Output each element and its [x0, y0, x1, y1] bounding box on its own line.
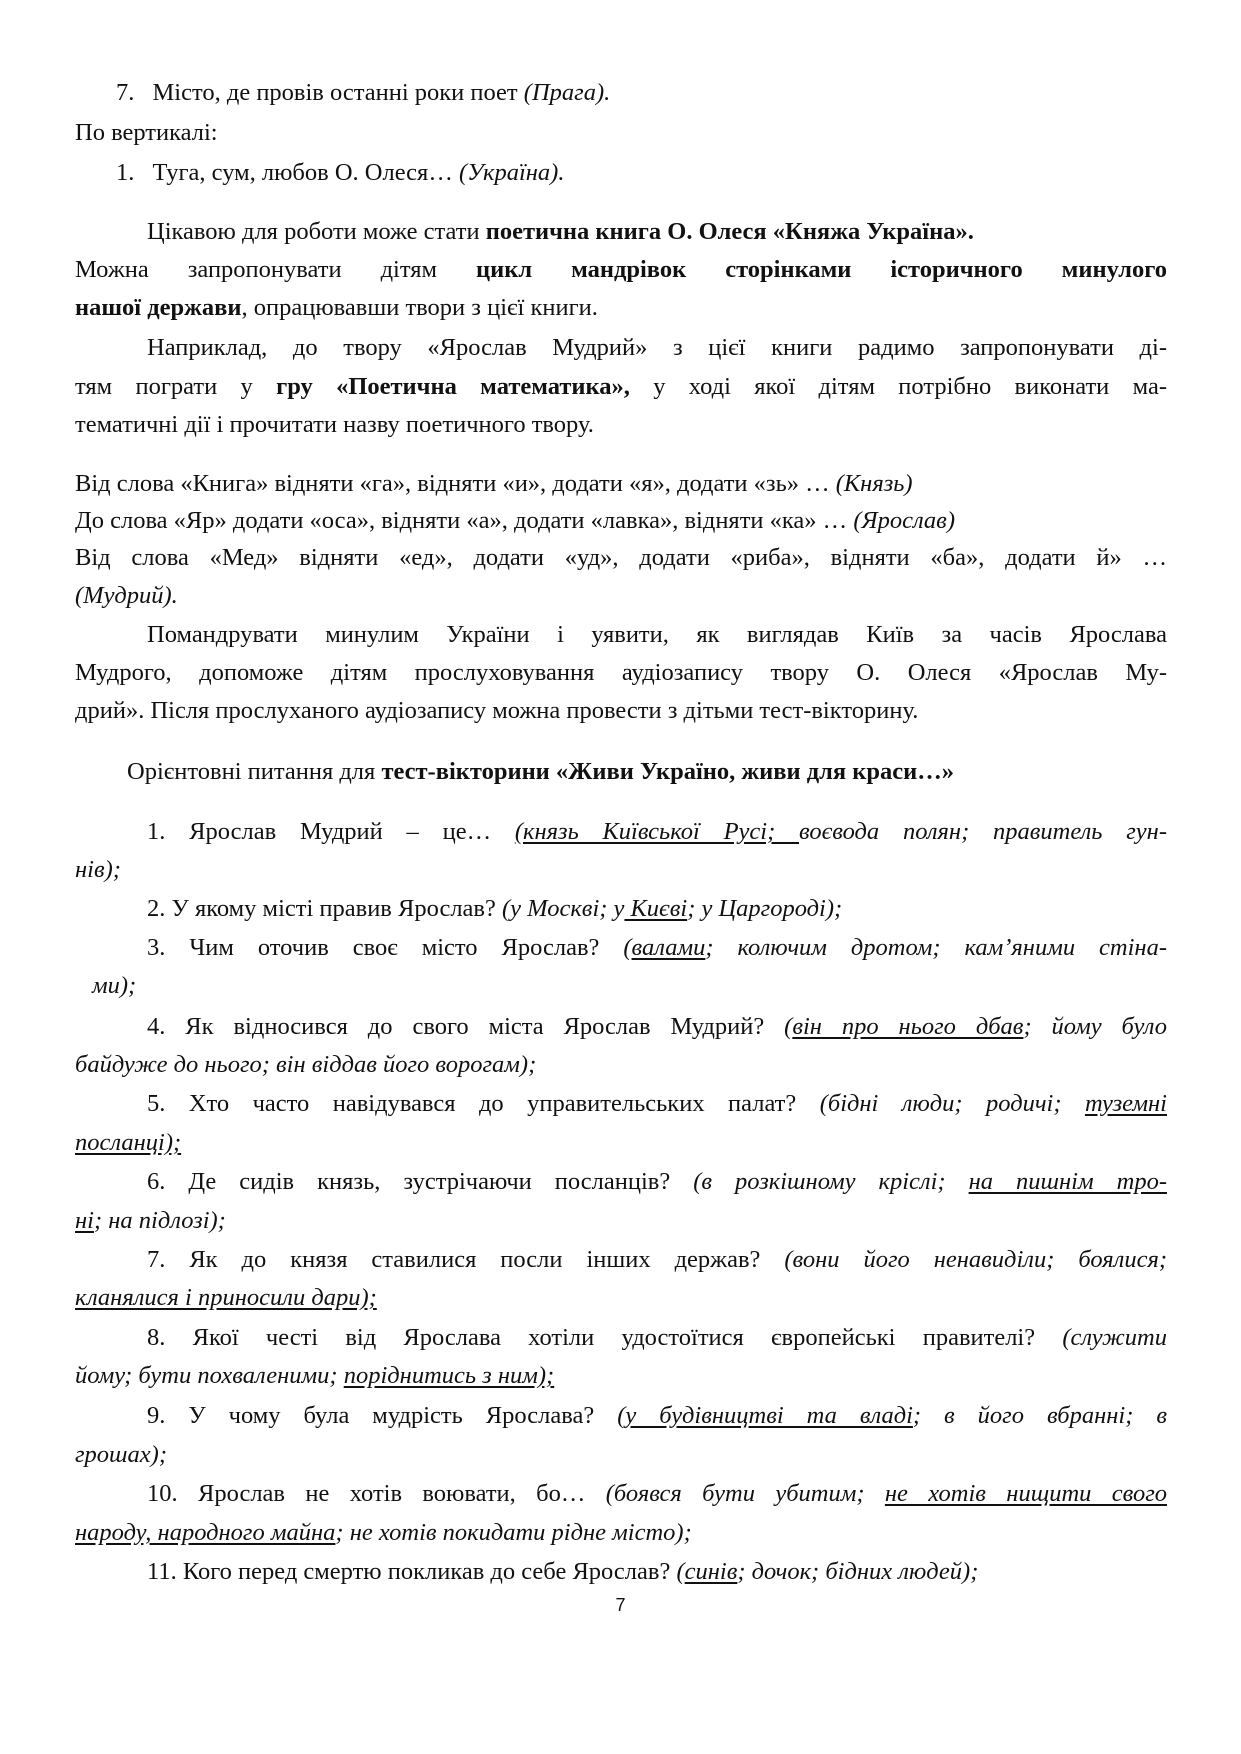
paragraph-1-line-3 [75, 292, 1167, 324]
question-text: 11. Кого перед смертю покликав до себе Ярослав? [147, 1558, 677, 1585]
list-number: 1. [116, 159, 135, 186]
correct-answer: на пишнім тро- [968, 1168, 1167, 1195]
answer: (Мудрий). [75, 582, 178, 609]
answer: (Ярослав) [853, 507, 955, 534]
question-1 [147, 816, 1167, 848]
page-number: 7 [615, 1595, 626, 1615]
answer-options: (вони його ненавиділи; боялися; [784, 1246, 1167, 1273]
question-10-cont [75, 1517, 1167, 1549]
paragraph-2-line-3: тематичні дії і прочитати назву поетичного твору. [75, 411, 594, 438]
answer-options: байдуже до нього; він віддав його ворогам); [75, 1051, 537, 1078]
question-3-cont [92, 970, 1184, 1002]
clue-text: Туга, сум, любов О. Олеся… [152, 159, 459, 186]
paragraph-1-line-2 [75, 254, 1167, 286]
question-5 [147, 1088, 1167, 1120]
paragraph-3-line-3: дрий». Після прослуханого аудіозапису можна провести з дітьми тест-вікторину. [75, 697, 919, 724]
answer-options: (бідні люди; родичі; [819, 1090, 1085, 1117]
answer-options: (у Москві; у [502, 895, 625, 922]
math-line-4 [75, 580, 1167, 612]
text: Можна запропонувати дітям [75, 256, 476, 283]
question-11 [147, 1556, 1167, 1588]
paragraph-3-line-1: Помандрувати минулим України і уявити, як виглядав Київ за часів Ярослава [147, 621, 1167, 648]
correct-answer: туземні [1084, 1090, 1167, 1117]
question-text: 5. Хто часто навідувався до управительських палат? [147, 1090, 820, 1117]
paren: ( [676, 1558, 685, 1585]
math-line-3: Від слова «Мед» відняти «ед», додати «уд», додати «риба», відняти «ба», додати й» … [75, 544, 1167, 571]
correct-answer: ні [75, 1207, 94, 1234]
question-text: 9. У чому була мудрість Ярослава? [147, 1402, 618, 1429]
correct-answer: Києві [624, 895, 688, 922]
paragraph-2-line-1: Наприклад, до твору «Ярослав Мудрий» з цієї книги радимо запропонувати ді- [147, 334, 1167, 361]
question-text: 10. Ярослав не хотів воювати, бо… [147, 1480, 606, 1507]
answer-options: ; у Царгороді); [687, 895, 843, 922]
text: Орієнтовні питання для [127, 758, 382, 785]
answer-options: ми); [92, 972, 137, 999]
paren: ( [617, 1402, 626, 1429]
text: Від слова «Книга» відняти «га», відняти «и», додати «я», додати «зь» … [75, 470, 836, 497]
paragraph-3-line-2: Мудрого, допоможе дітям прослуховування аудіозапису твору О. Олеся «Ярослав Му- [75, 659, 1167, 686]
quiz-title: тест-вікторини «Живи Україно, живи для краси…» [381, 758, 954, 785]
quiz-heading [127, 756, 1219, 788]
question-text: 1. Ярослав Мудрий – це… [147, 818, 515, 845]
cycle-title: цикл мандрівок сторінками історичного минулого [475, 256, 1167, 283]
question-4-cont [75, 1049, 1167, 1081]
vertical-heading: По вертикалі: [75, 119, 218, 146]
paragraph-1-line-1 [147, 216, 1167, 248]
list-item-horizontal-7 [116, 77, 1208, 109]
question-6-cont [75, 1205, 1167, 1237]
correct-answer: у будівництві та владі [625, 1402, 913, 1429]
question-6 [147, 1166, 1167, 1198]
answer-options: (в розкішному кріслі; [693, 1168, 969, 1195]
question-text: 4. Як відносився до свого міста Ярослав Мудрий? [147, 1013, 785, 1040]
question-7 [147, 1244, 1167, 1276]
text: у ході якої дітям потрібно виконати ма- [629, 373, 1167, 400]
paren: ( [784, 1013, 793, 1040]
correct-answer: кланялися і приносили дари); [75, 1284, 377, 1311]
cycle-title-end: нашої держави [75, 294, 242, 321]
answer-options: ; колючим дротом; кам’яними стіна- [705, 934, 1167, 961]
clue-answer: (Україна). [458, 159, 565, 186]
correct-answer: посланці); [75, 1129, 182, 1156]
question-text: 3. Чим оточив своє місто Ярослав? [147, 934, 624, 961]
answer-options: (боявся бути убитим; [605, 1480, 885, 1507]
answer-options: воєвода полян; правитель гун- [799, 818, 1167, 845]
question-2 [147, 893, 1167, 925]
answer-options: ; в його вбранні; в [912, 1402, 1167, 1429]
question-1-cont [75, 854, 1167, 886]
answer-options: нів); [75, 856, 121, 883]
answer-options: грошах); [75, 1441, 167, 1468]
correct-answer: (князь Київської Русі; [514, 818, 800, 845]
answer-options: ; на підлозі); [93, 1207, 226, 1234]
question-5-cont [75, 1127, 1167, 1159]
correct-answer: поріднитись з ним); [343, 1362, 555, 1389]
question-8 [147, 1322, 1167, 1354]
clue-text: Місто, де провів останні роки поет [152, 79, 524, 106]
list-item-vertical-1 [116, 157, 1208, 189]
text: До слова «Яр» додати «оса», відняти «а», додати «лавка», відняти «ка» … [75, 507, 854, 534]
question-8-cont [75, 1360, 1167, 1392]
answer-options: (служити [1062, 1324, 1167, 1351]
answer: (Князь) [835, 470, 913, 497]
answer-options: йому; бути похваленими; [75, 1362, 344, 1389]
question-text: 8. Якої честі від Ярослава хотіли удостоїтися європейські правителі? [147, 1324, 1063, 1351]
math-line-1 [75, 468, 1167, 500]
question-text: 2. У якому місті правив Ярослав? [147, 895, 502, 922]
paragraph-2-line-2 [75, 371, 1167, 403]
question-7-cont [75, 1282, 1167, 1314]
correct-answer: він про нього дбав [792, 1013, 1024, 1040]
text: , опрацювавши твори з цієї книги. [241, 294, 598, 321]
question-9 [147, 1400, 1167, 1432]
text: Цікавою для роботи може стати [147, 218, 486, 245]
question-10 [147, 1478, 1167, 1510]
math-line-2 [75, 505, 1167, 537]
correct-answer: не хотів нищити свого [884, 1480, 1168, 1507]
answer-options: ; дочок; бідних людей); [737, 1558, 979, 1585]
question-text: 6. Де сидів князь, зустрічаючи посланців? [147, 1168, 694, 1195]
question-text: 7. Як до князя ставилися посли інших держав? [147, 1246, 785, 1273]
clue-answer: (Прага). [523, 79, 611, 106]
answer-options: ; не хотів покидати рідне місто); [335, 1519, 692, 1546]
answer-options: ; йому було [1023, 1013, 1168, 1040]
question-4 [147, 1011, 1167, 1043]
correct-answer: валами [631, 934, 706, 961]
game-title: гру «Поетична математика», [276, 373, 630, 400]
book-title: поетична книга О. Олеся «Княжа Україна». [485, 218, 974, 245]
question-3 [147, 932, 1167, 964]
correct-answer: народу, народного майна [75, 1519, 336, 1546]
text: тям пограти у [75, 373, 277, 400]
question-9-cont [75, 1439, 1167, 1471]
paren: ( [623, 934, 632, 961]
list-number: 7. [116, 79, 135, 106]
correct-answer: синів [684, 1558, 738, 1585]
